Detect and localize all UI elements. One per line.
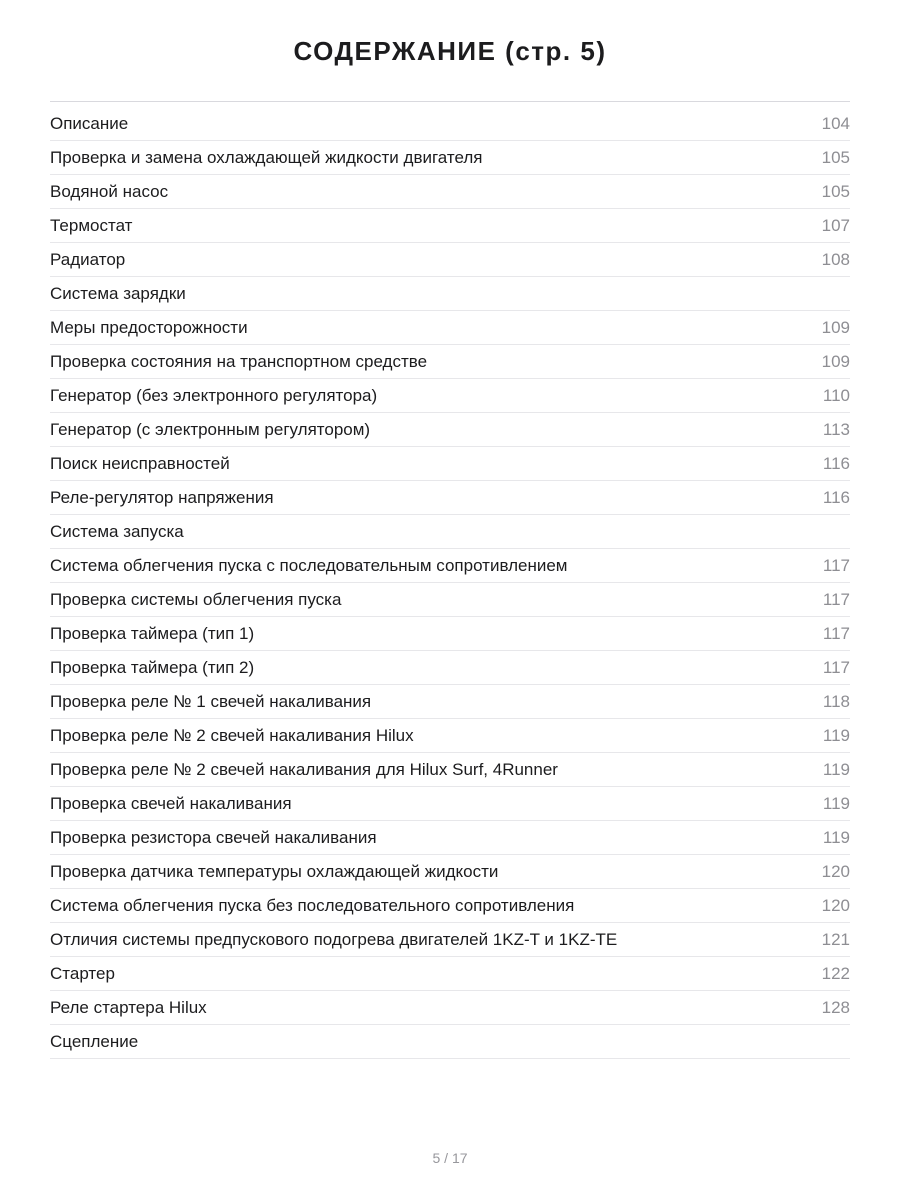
toc-entry-page: 107 — [821, 216, 850, 235]
toc-entry-page: 104 — [821, 114, 850, 133]
toc-row[interactable] — [50, 787, 850, 821]
toc-entry-page: 118 — [822, 692, 850, 711]
toc-row[interactable] — [50, 209, 850, 243]
toc-row[interactable] — [50, 379, 850, 413]
toc-entry-label: Проверка резистора свечей накаливания — [50, 828, 377, 847]
toc-row[interactable] — [50, 685, 850, 719]
toc-entry-page: 109 — [821, 352, 850, 371]
toc-row[interactable] — [50, 141, 850, 175]
toc-entry-page: 117 — [822, 624, 850, 643]
toc-row[interactable] — [50, 617, 850, 651]
toc-entry-page: 116 — [822, 454, 850, 473]
toc-row[interactable] — [50, 957, 850, 991]
toc-entry-label: Сцепление — [50, 1032, 139, 1051]
toc-entry-page: 119 — [822, 760, 850, 779]
toc-entry-page: 117 — [822, 556, 850, 575]
toc-row[interactable] — [50, 345, 850, 379]
toc-entry-label: Проверка датчика температуры охлаждающей жидкости — [50, 862, 499, 881]
toc-entry-label: Проверка состояния на транспортном средстве — [50, 352, 428, 371]
toc-row[interactable] — [50, 923, 850, 957]
toc-row[interactable] — [50, 413, 850, 447]
page-indicator: 5 / 17 — [432, 1150, 468, 1166]
toc-entry-label: Водяной насос — [50, 182, 169, 201]
toc-entry-page: 110 — [822, 386, 850, 405]
toc-entry-label: Проверка и замена охлаждающей жидкости двигателя — [50, 148, 483, 167]
toc-row[interactable] — [50, 991, 850, 1025]
toc-entry-label: Реле-регулятор напряжения — [50, 488, 274, 507]
toc-entry-label: Проверка реле № 2 свечей накаливания для Hilux Surf, 4Runner — [50, 760, 558, 779]
toc-entry-label: Генератор (с электронным регулятором) — [50, 420, 371, 439]
toc-row[interactable] — [50, 583, 850, 617]
toc-entry-page: 117 — [822, 658, 850, 677]
toc-entry-label: Отличия системы предпускового подогрева двигателей 1KZ-T и 1KZ-TE — [50, 930, 618, 949]
toc-entry-page: 117 — [822, 590, 850, 609]
toc-entry-page: 122 — [821, 964, 850, 983]
toc-entry-label: Система зарядки — [50, 284, 186, 303]
toc-row[interactable] — [50, 277, 850, 311]
toc-row[interactable] — [50, 243, 850, 277]
toc-entry-page: 105 — [821, 148, 850, 167]
toc-entry-label: Описание — [50, 114, 129, 133]
toc-entry-page: 109 — [821, 318, 850, 337]
toc-entry-label: Проверка таймера (тип 2) — [50, 658, 255, 677]
toc-entry-label: Термостат — [50, 216, 133, 235]
toc-row[interactable] — [50, 311, 850, 345]
toc-entry-page: 121 — [821, 930, 850, 949]
toc-entry-page: 119 — [822, 828, 850, 847]
toc-entry-page: 119 — [822, 726, 850, 745]
toc-entry-page: 113 — [822, 420, 850, 439]
toc-content — [50, 0, 850, 1059]
title-divider — [50, 101, 850, 102]
toc-entry-page: 119 — [822, 794, 850, 813]
toc-entry-page: 116 — [822, 488, 850, 507]
toc-entry-page: 128 — [821, 998, 850, 1017]
toc-entry-label: Радиатор — [50, 250, 126, 269]
toc-row[interactable] — [50, 175, 850, 209]
toc-row[interactable] — [50, 515, 850, 549]
toc-list — [50, 107, 850, 1059]
toc-entry-label: Проверка таймера (тип 1) — [50, 624, 255, 643]
toc-row[interactable] — [50, 651, 850, 685]
page-title: СОДЕРЖАНИЕ (стр. 5) — [293, 36, 607, 66]
toc-entry-label: Система запуска — [50, 522, 184, 541]
toc-entry-label: Проверка реле № 1 свечей накаливания — [50, 692, 372, 711]
toc-row[interactable] — [50, 481, 850, 515]
toc-entry-page: 105 — [821, 182, 850, 201]
toc-entry-label: Меры предосторожности — [50, 318, 248, 337]
toc-entry-label: Реле стартера Hilux — [50, 998, 207, 1017]
toc-entry-label: Генератор (без электронного регулятора) — [50, 386, 378, 405]
toc-row[interactable] — [50, 549, 850, 583]
toc-entry-label: Стартер — [50, 964, 115, 983]
toc-entry-page: 120 — [821, 862, 850, 881]
toc-entry-label: Проверка свечей накаливания — [50, 794, 292, 813]
toc-row[interactable] — [50, 889, 850, 923]
toc-row[interactable] — [50, 719, 850, 753]
toc-row[interactable] — [50, 107, 850, 141]
toc-entry-label: Система облегчения пуска без последовательного сопротивления — [50, 896, 575, 915]
toc-entry-label: Проверка реле № 2 свечей накаливания Hilux — [50, 726, 414, 745]
toc-row[interactable] — [50, 855, 850, 889]
toc-row[interactable] — [50, 1025, 850, 1059]
toc-entry-label: Поиск неисправностей — [50, 454, 230, 473]
toc-row[interactable] — [50, 821, 850, 855]
toc-row[interactable] — [50, 753, 850, 787]
toc-row[interactable] — [50, 447, 850, 481]
toc-entry-label: Система облегчения пуска с последовательным сопротивлением — [50, 556, 568, 575]
toc-entry-label: Проверка системы облегчения пуска — [50, 590, 342, 609]
toc-entry-page: 120 — [821, 896, 850, 915]
toc-entry-page: 108 — [821, 250, 850, 269]
